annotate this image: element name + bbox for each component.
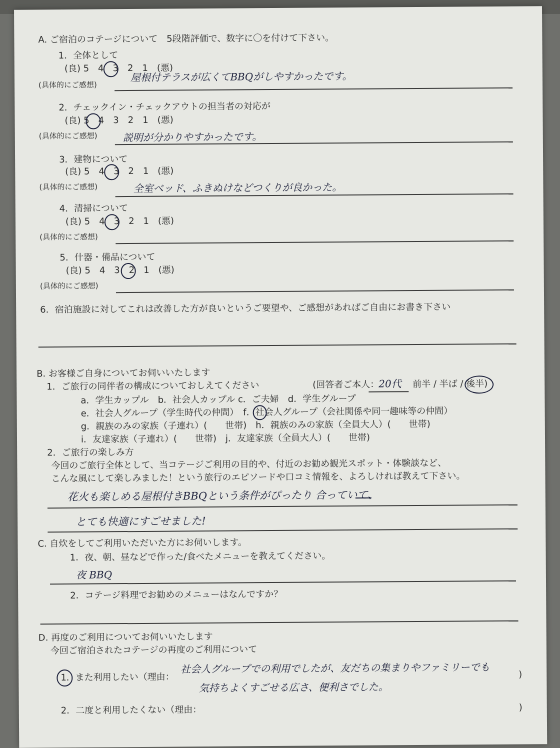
option-1-answer-2: 気持ちよくすごせる広さ、便利さでした。 bbox=[198, 682, 389, 695]
options-row-4: i．友達家族（子連れ）( 世帯) j．友達家族（全員大人）( 世帯) bbox=[80, 433, 371, 446]
item-3-comment: 全室ベッド、ふきぬけなどつくりが良かった。 bbox=[133, 182, 343, 196]
rating-circle-4 bbox=[103, 61, 118, 77]
rating-circle-3 bbox=[121, 263, 136, 279]
options-row-3: g．親族のみの家族（子連れ）( 世帯) h．親族のみの家族（全員大人）( 世帯) bbox=[80, 419, 431, 433]
section-b-q2-desc-2: こんな風にして楽しみました！という旅行のエピソードや口コミ情報を、よろしければ教えて下さい。 bbox=[51, 471, 466, 485]
option-1-close-paren: ) bbox=[518, 670, 523, 681]
section-b-q1: 1．ご旅行の同伴者の構成についておしえてください bbox=[46, 381, 260, 393]
item-5-comment-line bbox=[116, 289, 514, 293]
rating-circle-4 bbox=[104, 214, 119, 230]
question-6-line bbox=[38, 343, 516, 347]
item-5-comment-label: (具体的にご感想) bbox=[39, 281, 99, 291]
respondent-label: (回答者ご本人： bbox=[312, 380, 380, 391]
item-5-scale: (良) 5 4 3 2 1 (悪) bbox=[65, 265, 175, 277]
section-b-header: B. お客様ご自身についてお伺いいたします bbox=[36, 368, 211, 380]
options-row-2: e．社会人グループ（学生時代の仲間） f．社会人グループ（会社関係や同一趣味等の仲間） bbox=[80, 406, 453, 420]
item-4-comment-line bbox=[116, 240, 514, 244]
section-b-q2: 2．ご旅行の楽しみ方 bbox=[47, 448, 134, 459]
answer-line-1: 花火も楽しめる屋根付きBBQという条件がぴったり 合っていて、 bbox=[67, 489, 379, 504]
rating-circle-5 bbox=[86, 113, 101, 129]
item-1-comment: 屋根付テラスが広くてBBQがしやすかったです。 bbox=[130, 71, 353, 85]
item-1-comment-label: (具体的にご感想) bbox=[38, 80, 97, 90]
answer-underline-2 bbox=[48, 528, 518, 532]
options-row-1: a．学生カップル b．社会人カップル c．ご夫婦 d．学生グループ bbox=[80, 394, 356, 407]
question-6: 6．宿泊施設に対してこれは改善した方が良いというご要望や、ご感想があればご自由にお書き下さい bbox=[40, 302, 451, 316]
section-c-answer: 夜 BBQ bbox=[75, 570, 113, 582]
section-c-q2: 2．コテージ料理でお勧めのメニューはなんですか？ bbox=[70, 589, 283, 602]
answer-underline-1 bbox=[47, 504, 517, 508]
item-5-label: 5．什器・備品について bbox=[59, 252, 156, 264]
answer-line-2: とても快適にすごせました! bbox=[75, 515, 206, 529]
item-2-label: 2．チェックイン・チェックアウトの担当者の対応が bbox=[58, 102, 271, 114]
item-1-scale: (良) 5 4 3 2 1 (悪) bbox=[64, 63, 174, 75]
section-b-q2-desc-1: 今回のご旅行全体として、当コテージご利用の目的や、付近のお勧め観光スポット・体験談など、 bbox=[51, 458, 447, 472]
survey-sheet bbox=[14, 6, 547, 748]
item-2-comment: 説明が分かりやすかったです。 bbox=[122, 132, 263, 145]
section-d-option-1: 1．また利用したい（理由： bbox=[60, 672, 175, 684]
section-d-header: D. 再度のご利用についてお伺いいたします bbox=[38, 632, 213, 644]
item-2-scale: (良) 5 4 3 2 1 (悪) bbox=[64, 115, 174, 127]
item-4-scale: (良) 5 4 3 2 1 (悪) bbox=[65, 216, 175, 228]
item-3-scale: (良) 5 4 3 2 1 (悪) bbox=[65, 166, 174, 178]
section-c-line-2 bbox=[40, 620, 518, 624]
section-d-option-2: 2．二度と利用したくない（理由： bbox=[60, 705, 202, 717]
section-c-header: C. 自炊をしてご利用いただいた方にお伺いします。 bbox=[37, 538, 248, 550]
section-c-q1: 1．夜、朝、昼などで作った/食べたメニューを教えてください。 bbox=[69, 551, 331, 564]
age-late-circle bbox=[465, 376, 494, 394]
rating-circle-4 bbox=[104, 164, 119, 180]
item-4-comment-label: (具体的にご感想) bbox=[39, 232, 98, 242]
item-2-comment-label: (具体的にご感想) bbox=[38, 131, 98, 141]
option-1-answer-1: 社会人グループでの利用でしたが、友だちの集まりやファミリーでも bbox=[180, 662, 490, 676]
respondent-age: 20代 bbox=[378, 379, 402, 391]
item-4-label: 4．清掃について bbox=[59, 204, 128, 215]
strikethrough-mark bbox=[355, 497, 371, 498]
age-options: 前半 / 半ば / 後半) bbox=[412, 379, 488, 391]
section-d-desc: 今回ご宿泊されたコテージの再度のご利用について bbox=[50, 645, 258, 657]
option-1-circle bbox=[57, 669, 73, 686]
item-1-label: 1．全体として bbox=[58, 51, 119, 62]
section-c-line-1 bbox=[50, 580, 516, 584]
section-a-header: A. ご宿泊のコテージについて 5段階評価で、数字に〇を付けて下さい。 bbox=[38, 33, 335, 46]
age-underline bbox=[369, 391, 409, 392]
item-1-comment-line bbox=[115, 87, 513, 91]
option-f-circle bbox=[253, 405, 267, 420]
item-3-label: 3．建物について bbox=[59, 155, 128, 166]
option-2-close-paren: ) bbox=[518, 703, 523, 714]
item-3-comment-label: (具体的にご感想) bbox=[39, 182, 98, 192]
